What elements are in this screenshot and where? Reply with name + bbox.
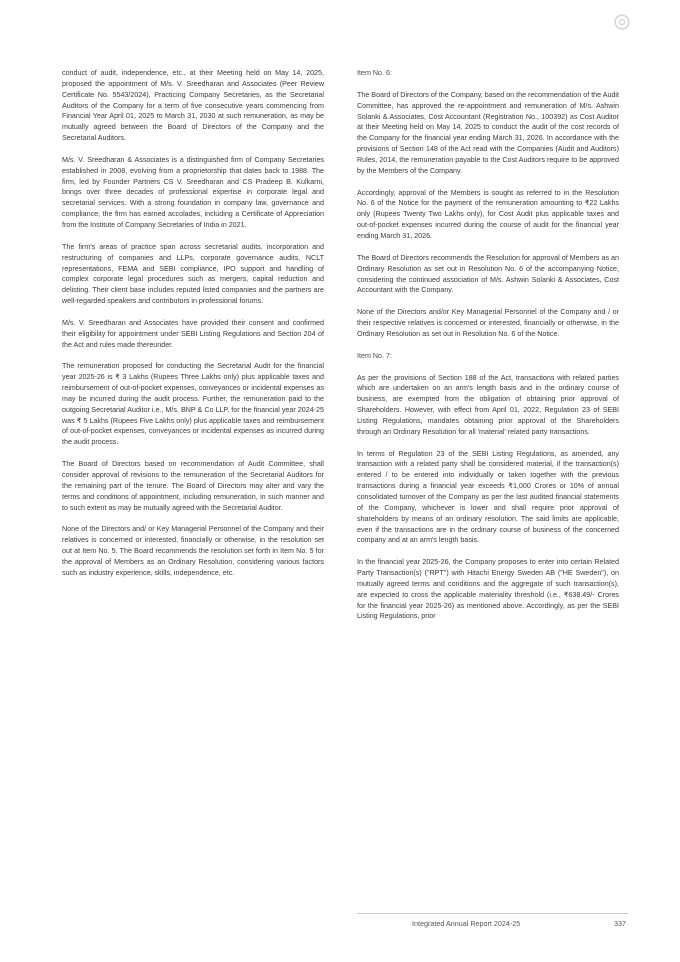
paragraph: The Board of Directors based on recommendation of Audit Committee, shall consider approval of revisions to the remuneration of the Secretarial Auditors for the remaining part of the tenure. The Board of Directors may alter and vary the terms and conditions of appointment, including remuneration, in such manner and to such extent as may be mutually agreed with the Secretarial Auditor. — [62, 460, 324, 512]
item-heading: Item No. 7: — [357, 351, 392, 360]
paragraph: The Board of Directors of the Company, based on the recommendation of the Audit Committee, has approved the re-appointment and remuneration of M/s. Ashwin Solanki & Associates, Cost Accountant (Registration No., 100392) as Cost Auditor at their Meeting held on May 14, 2025 to conduct the audit of the cost records of the Company for the financial year ending March 31, 2026. In accordance with the provisions of Section 148 of the Act read with the Companies (Audit and Auditors) Rules, 2014, the remuneration payable to the Cost Auditors require to be approved by the Members of the Company. — [357, 90, 619, 175]
page-number: 337 — [614, 919, 626, 928]
paragraph: None of the Directors and/ or Key Managerial Personnel of the Company and their relatives is concerned or interested, financially or otherwise, in the resolution set out at Item No. 5. The Board recommends the resolution set forth in Item No. 5 for the approval of Members as an Ordinary Resolution, considering various factors such as industry experience, skills, independence, etc. — [62, 525, 324, 577]
paragraph: M/s. V. Sreedharan and Associates have provided their consent and confirmed their eligibility for appointment under SEBI Listing Regulations and Section 204 of the Act and rules made thereunder. — [62, 318, 324, 349]
left-column — [62, 68, 324, 590]
paragraph: Accordingly, approval of the Members is sought as referred to in the Resolution No. 6 of the Notice for the payment of the remuneration amounting to ₹22 Lakhs only (Rupees Twenty Two Lakhs only), for Cost Audit plus applicable taxes and out-of-pocket expenses incurred during the course of audit for the financial year ending March 31, 2026. — [357, 188, 619, 240]
paragraph: M/s. V. Sreedharan & Associates is a distinguished firm of Company Secretaries established in 2008, evolving from a proprietorship that dates back to 1988. The firm, led by Founder Partners CS V. Sreedharan and CS Pradeep B. Kulkarni, brings over three decades of professional expertise in corporate legal and secretarial services. With a strong foundation in company law, governance and compliance, the firm has earned accolades, including a Certificate of Appreciation from the Institute of Company Secretaries of India in 2021. — [62, 155, 324, 229]
paragraph: conduct of audit, independence, etc., at their Meeting held on May 14, 2025, proposed the appointment of M/s. V. Sreedharan and Associates (Peer Review Certificate No. 5543/2024), Practicing Company Secretaries, as the Secretarial Auditors of the Company for a term of five consecutive years commencing from Financial Year April 01, 2025 to March 31, 2030 at such remuneration, as may be mutually agreed between the Board of Directors of the Company and the Secretarial Auditors. — [62, 69, 324, 143]
paragraph: The firm's areas of practice span across secretarial audits, incorporation and restructuring of companies and LLPs, corporate governance audits, NCLT representations, FEMA and SEBI compliance, IPO support and handling of complex corporate legal procedures such as mergers, capital reduction and delisting. Their client base includes reputed listed companies and the partners are well-regarded speakers and contributors in professional forums. — [62, 242, 324, 306]
paragraph: As per the provisions of Section 188 of the Act, transactions with related parties which are undertaken on an arm's length basis and in the ordinary course of business, are exempted from the obligation of obtaining prior approval of Shareholders. However, with effect from April 01, 2022, Regulation 23 of SEBI Listing Regulations, mandates obtaining prior approval of the Shareholders through an Ordinary Resolution for all 'material' related party transactions. — [357, 373, 619, 436]
paragraph: The remuneration proposed for conducting the Secretarial Audit for the financial year 2025-26 is ₹ 3 Lakhs (Rupees Three Lakhs only) plus applicable taxes and reimbursement of out-of-pocket expenses, conveyances or incidental expenses as may be incurred during the audit process. Further, the remuneration paid to the outgoing Secretarial Auditor i.e., M/s. BNP & Co LLP, for the financial year 2024-25 was ₹ 5 Lakhs (Rupees Five Lakhs only) plus applicable taxes and reimbursement of out-of-pocket expenses, conveyances or incidental expenses as incurred during the audit process. — [62, 362, 324, 447]
company-logo-icon — [614, 14, 630, 30]
right-column — [357, 68, 619, 633]
paragraph: None of the Directors and/or Key Managerial Personnel of the Company and / or their respective relatives is concerned or interested, financially or otherwise, in the Ordinary Resolution as set out in Resolution No. 6 of the Notice. — [357, 308, 619, 338]
footer-divider — [357, 913, 628, 914]
footer-report-title: Integrated Annual Report 2024-25 — [412, 919, 521, 928]
paragraph: The Board of Directors recommends the Resolution for approval of Members as an Ordinary Resolution as set out in Resolution No. 6 of the accompanying Notice, considering the continued association of M/s. Ashwin Solanki & Associates, Cost Accountant with the Company. — [357, 253, 619, 295]
paragraph: In terms of Regulation 23 of the SEBI Listing Regulations, as amended, any transaction with a related party shall be considered material, if the transaction(s) entered / to be entered into individually or taken together with the previous transactions during a financial year exceeds ₹1,000 Crores or 10% of annual consolidated turnover of the Company as per the last audited financial statements of the Company, whichever is lower and shall require prior approval of shareholders by means of an ordinary resolution. The said limits are applicable, even if the transactions are in the ordinary course of business of the concerned company and at an arm's length basis. — [357, 449, 619, 545]
item-heading: Item No. 6: — [357, 69, 392, 77]
paragraph: In the financial year 2025-26, the Company proposes to enter into certain Related Party Transaction(s) ("RPT") with Hitachi Energy Sweden AB ("HE Sweden"), on mutually agreed terms and conditions and the aggregate of such transaction(s), are expected to cross the applicable materiality threshold (i.e., ₹638.49/- Crores for the financial year 2025-26) as mentioned above. Accordingly, as per the SEBI Listing Regulations, prior — [357, 558, 619, 621]
